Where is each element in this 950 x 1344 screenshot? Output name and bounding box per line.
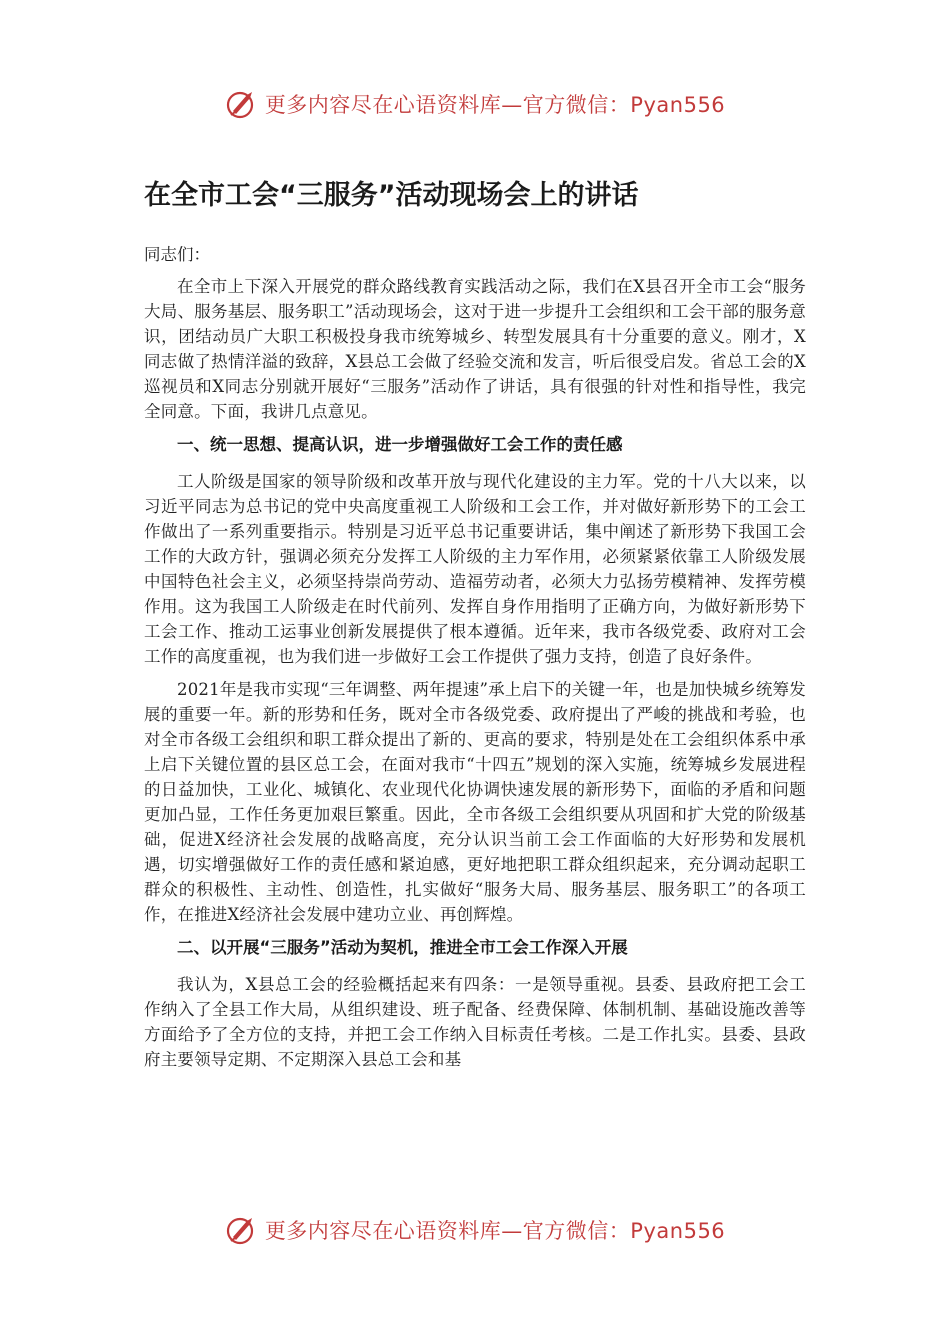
paragraph-section2-a: 我认为，X县总工会的经验概括起来有四条：一是领导重视。县委、县政府把工会工作纳入了全县工作大局，从组织建设、班子配备、经费保障、体制机制、基础设施改善等方面给予了全方位的支持，并把工会工作纳入目标责任考核。二是工作扎实。县委、县政府主要领导定期、不定期深入县总工会和基: [144, 975, 806, 1069]
document-body: [144, 170, 806, 1080]
salutation: 同志们：: [144, 245, 210, 264]
section-heading-1: 一、统一思想、提高认识，进一步增强做好工会工作的责任感: [177, 435, 623, 454]
paragraph-intro: 在全市上下深入开展党的群众路线教育实践活动之际，我们在X县召开全市工会“服务大局、服务基层、服务职工”活动现场会，这对于进一步提升工会组织和工会干部的服务意识，团结动员广大职工积极投身我市统筹城乡、转型发展具有十分重要的意义。刚才，X同志做了热情洋溢的致辞，X县总工会做了经验交流和发言，听后很受启发。省总工会的X巡视员和X同志分别就开展好“三服务”活动作了讲话，具有很强的针对性和指导性，我完全同意。下面，我讲几点意见。: [144, 277, 806, 421]
watermark-footer: [0, 1210, 950, 1250]
pen-logo-icon: [225, 1213, 259, 1247]
pen-logo-icon: [225, 87, 259, 121]
watermark-text: 更多内容尽在心语资料库—官方微信：Pyan556: [264, 93, 726, 117]
paragraph-section1-b: 2021年是我市实现“三年调整、两年提速”承上启下的关键一年，也是加快城乡统筹发展的重要一年。新的形势和任务，既对全市各级党委、政府提出了严峻的挑战和考验，也对全市各级工会组织和职工群众提出了新的、更高的要求，特别是处在工会组织体系中承上启下关键位置的县区总工会，在面对我市“十四五”规划的深入实施，统筹城乡发展进程的日益加快，工业化、城镇化、农业现代化协调快速发展的新形势下，面临的矛盾和问题更加凸显，工作任务更加艰巨繁重。因此，全市各级工会组织要从巩固和扩大党的阶级基础，促进X经济社会发展的战略高度，充分认识当前工会工作面临的大好形势和发展机遇，切实增强做好工作的责任感和紧迫感，更好地把职工群众组织起来，充分调动起职工群众的积极性、主动性、创造性，扎实做好“服务大局、服务基层、服务职工”的各项工作，在推进X经济社会发展中建功立业、再创辉煌。: [144, 680, 806, 924]
section-heading-2: 二、以开展“三服务”活动为契机，推进全市工会工作深入开展: [177, 938, 628, 957]
watermark-header: [0, 84, 950, 124]
document-title: 在全市工会“三服务”活动现场会上的讲话: [144, 180, 639, 211]
watermark-text: 更多内容尽在心语资料库—官方微信：Pyan556: [264, 1219, 726, 1243]
paragraph-section1-a: 工人阶级是国家的领导阶级和改革开放与现代化建设的主力军。党的十八大以来，以习近平同志为总书记的党中央高度重视工人阶级和工会工作，并对做好新形势下的工会工作做出了一系列重要指示。特别是习近平总书记重要讲话，集中阐述了新形势下我国工会工作的大政方针，强调必须充分发挥工人阶级的主力军作用，必须紧紧依靠工人阶级发展中国特色社会主义，必须坚持崇尚劳动、造福劳动者，必须大力弘扬劳模精神、发挥劳模作用。这为我国工人阶级走在时代前列、发挥自身作用指明了正确方向，为做好新形势下工会工作、推动工运事业创新发展提供了根本遵循。近年来，我市各级党委、政府对工会工作的高度重视，也为我们进一步做好工会工作提供了强力支持，创造了良好条件。: [144, 472, 806, 666]
